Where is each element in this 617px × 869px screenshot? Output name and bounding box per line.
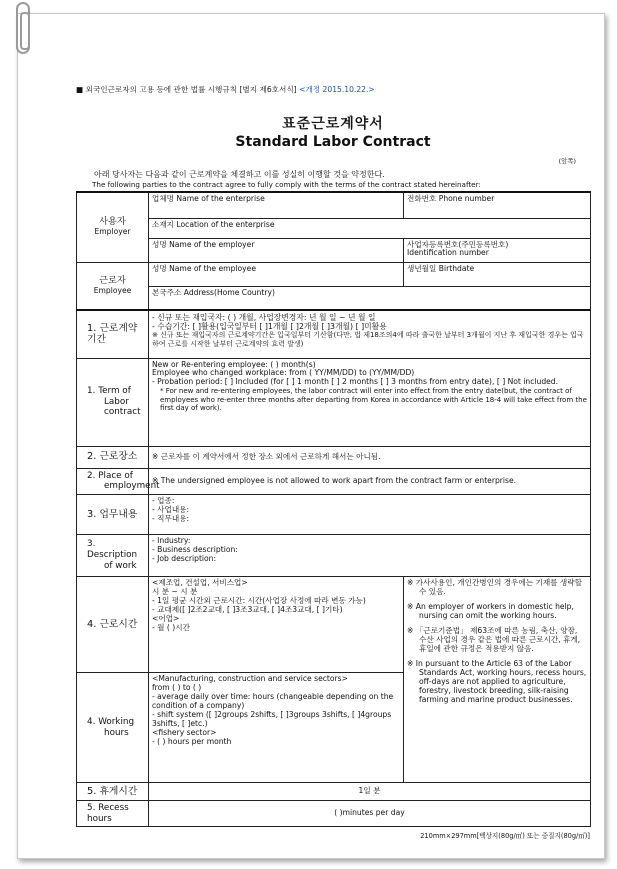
paper-size-footer: 210mm×297mm[백상지(80g/㎡) 또는 중질지(80g/㎡)] — [420, 832, 590, 841]
business-ko-field: - 사업내용: — [152, 505, 190, 515]
domestic-help-note-english: ※ An employer of workers in domestic help, nursing can omit the working hours. — [407, 602, 574, 621]
home-address-field[interactable]: 본국주소 Address(Home Country) — [149, 286, 591, 310]
job-english-content[interactable] — [149, 535, 591, 577]
employer-name-field[interactable]: 성명 Name of the employer — [149, 238, 404, 262]
enterprise-name-field[interactable]: 업체명 Name of the enterprise — [149, 192, 404, 218]
place-english-note: ※ The undersigned employee is not allowed to work apart from the contract farm or enterprise. — [149, 468, 591, 495]
recess-english-field[interactable]: ( )minutes per day — [149, 801, 591, 827]
birthdate-field[interactable]: 생년월일 Birthdate — [404, 262, 591, 286]
industry-en-field: - Industry: — [152, 536, 191, 546]
term-korean-content[interactable]: - 신규 또는 재입국자: ( ) 개월, 사업장변경자: 년 월 일 ~ 년 월 일 - 수습기간: [ ]활용(입국일부터 [ ]1개월 [ ]2개월 [ ]3개월) [ ]미활용 ※ 신규 또는 재입국자의 근로계약기간은 입국일부터 기산함(다만, 법 제18조의4에 따라 출국한 날부터 3개월이 지난 후 재입국한 경우는 입국하여 근로를 시작한 날부터 근로계약의 효력 발생) — [149, 310, 591, 358]
labor-standards-note-english: ※ In pursuant to the Article 63 of the Labor Standards Act, working hours, recess hours, off-days are not applied to agriculture, forestry, livestock breeding, silk-raising farming and marine product businesses. — [407, 659, 587, 704]
regulation-reference: 외국인근로자의 고용 등에 관한 법률 시행규칙 [별지 제6호서식] — [85, 85, 297, 94]
employee-label: 근로자 Employee — [77, 262, 149, 310]
employer-label: 사용자 Employer — [77, 192, 149, 262]
phone-number-field[interactable]: 전화번호 Phone number — [404, 192, 591, 218]
recess-label-english: 5. Recess hours — [77, 801, 149, 827]
hours-korean-content[interactable]: <제조업, 건설업, 서비스업> 시 분 ~ 시 분 - 1일 평균 시간외 근로시간: 시간(사업장 사정에 따라 변동 가능) - 교대제([ ]2조2교대, [ ]3조3교대, [ ]4조3교대, [ ]기타) <어업> - 월 ( )시간 — [149, 577, 404, 673]
job-label-english: 3. Description of work — [77, 535, 149, 577]
title-english: Standard Labor Contract — [235, 134, 431, 150]
front-side-label: (앞쪽) — [558, 157, 576, 165]
paper-clip-icon — [16, 2, 30, 54]
title-korean: 표준근로계약서 — [282, 116, 384, 132]
place-label-korean: 2. 근로장소 — [77, 446, 149, 468]
identification-number-field[interactable]: 사업자등록번호(주민등록번호) Identification number — [404, 238, 591, 262]
hours-notes — [404, 577, 591, 783]
place-label-english: 2. Place of employment — [77, 468, 149, 495]
hours-label-english: 4. Working hours — [77, 673, 149, 783]
hours-english-content[interactable]: <Manufacturing, construction and service sectors> from ( ) to ( ) - average daily over time: hours (changeable depending on the condition of a company) - shift system ([ ]2groups 2shifts, [ ]3groups 3shifts, [ ]4groups 3shifts, [ ]etc.) <fishery sector> - ( ) hours per month — [149, 673, 404, 783]
term-label-english: 1. Term of Labor contract — [77, 358, 149, 446]
industry-ko-field: - 업종: — [152, 496, 175, 506]
job-korean-content[interactable] — [149, 495, 591, 535]
document-page — [17, 13, 605, 859]
contract-table — [76, 191, 591, 827]
duty-ko-field: - 직무내용: — [152, 514, 190, 524]
job-label-korean: 3. 업무내용 — [77, 495, 149, 535]
revision-date: <개정 2015.10.22.> — [299, 85, 375, 94]
recess-korean-field[interactable]: 1일 분 — [149, 783, 591, 801]
intro-korean: 아래 당사자는 다음과 같이 근로계약을 체결하고 이를 성실히 이행할 것을 약정한다. — [94, 170, 385, 179]
business-en-field: - Business description: — [152, 545, 238, 555]
form-header — [76, 84, 590, 95]
bullet-icon: ■ — [76, 85, 84, 94]
intro-english: The following parties to the contract agree to fully comply with the terms of the contract stated hereinafter: — [92, 180, 481, 189]
recess-label-korean: 5. 휴게시간 — [77, 783, 149, 801]
job-description-en-field: - Job description: — [152, 554, 217, 564]
hours-label-korean: 4. 근로시간 — [77, 577, 149, 673]
domestic-help-note-korean: ※ 가사사용인, 개인간병인의 경우에는 기재를 생략할 수 있음. — [407, 578, 582, 597]
enterprise-location-field[interactable]: 소재지 Location of the enterprise — [149, 218, 591, 238]
employee-name-field[interactable]: 성명 Name of the employee — [149, 262, 404, 286]
place-korean-note: ※ 근로자를 이 계약서에서 정한 장소 외에서 근로하게 해서는 아니됨. — [149, 446, 591, 468]
term-english-content[interactable]: New or Re-entering employee: ( ) month(s) Employee who changed workplace: from ( YY/MM/DD) to (YY/MM/DD) - Probation period: [ ] Included (for [ ] 1 month [ ] 2 months [ ] 3 months from entry date), [ ] Not included. * For new and re-entering employees, the labor contract will enter into effect from the entry date(but, the contract of employees who re-enter three months after departing from Korea in accordance with Article 18-4 will take effect from the first day of work). — [149, 358, 591, 446]
labor-standards-note-korean: ※ 「근로기준법」 제63조에 따른 농림, 축산, 양잠, 수산 사업의 경우 같은 법에 따른 근로시간, 휴게, 휴일에 관한 규정은 적용받지 않음. — [407, 626, 581, 654]
term-label-korean: 1. 근로계약기간 — [77, 310, 149, 358]
labor-contract-form — [76, 84, 590, 840]
